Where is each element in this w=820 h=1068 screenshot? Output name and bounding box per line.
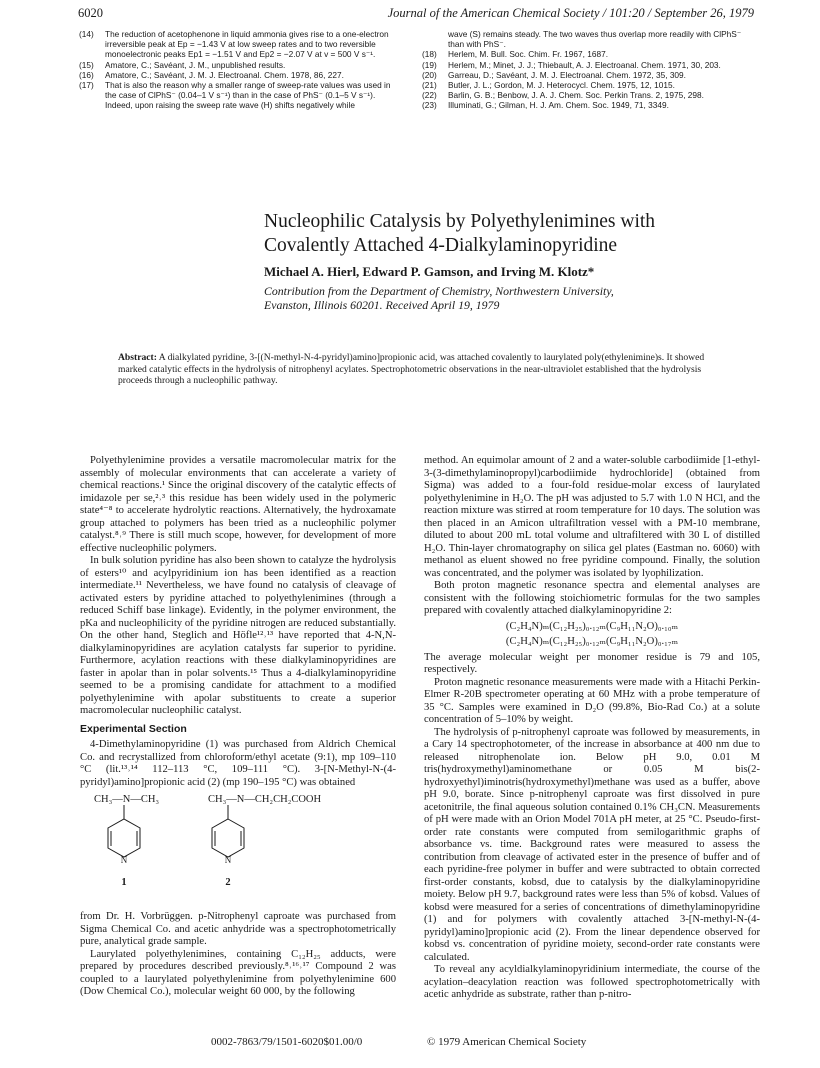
title-line: Covalently Attached 4-Dialkylaminopyridine — [264, 234, 618, 256]
footnote: (14) The reduction of acetophenone in liquid ammonia gives rise to a one-electron irreversible peak at Ep = −1.43 V at low sweep rates and to two reversible monoelectronic peaks Ep1 = −1.51 V and Ep2 = −2.07 V at v = 500 V s⁻¹. — [79, 29, 389, 60]
footnote: (15) Amatore, C.; Savéant, J. M., unpublished results. — [79, 59, 286, 70]
stoichiometric-formula: (C₂H₄N)ₘ(C₁₂H₂₅)₀.₁₂ₘ(C₉H₁₁N₂O)₀.₁₀ₘ — [505, 620, 679, 632]
page-number: 6020 — [78, 6, 103, 20]
paragraph: The hydrolysis of p-nitrophenyl caproate was followed by measurements, in a Cary 14 spectrophotometer, of the increase in absorbance at 400 nm due to released nitrophenolate ion. Below pH 9.0, 0.01 M tris(hydroxymethyl)aminomethane or 0.05 M bis(2-hydroxyethyl)iminotris(hydroxymethyl)methane was used as a buffer, above pH 9.0, borate. Since p-nitrophenyl caproate was first dissolved in pure acetonitrile, the final aqueous solution contained 0.1% CH₃CN. Measurements of pH were made with an Orion Model 701A pH meter, at 25 °C. Pseudo-first-order rate constants were computed from semilogarithmic graphs of absorbance vs. time. Background rates were measured to assess the contribution from cleavage of activated ester in the presence of buffer and of each pyridine-free polymer in buffer and were subtracted to obtain corrected first-order constants, kobsd, due to catalysis by the dialkylaminopyridine moiety. Below pH 9.7, background rates were less than 5% of kobsd. Values of kobsd were measured for a series of concentrations of dimethylaminopyridine (1) and for polymers with covalently attached 3-[N-methyl-N-(4-pyridyl)amino]propionic acid (2). From the linear dependence observed for kobsd vs. concentration of pyridine moiety, second-order rate constants were calculated. — [424, 726, 760, 963]
article-title — [264, 210, 684, 257]
footnote: (23) Illuminati, G.; Gilman, H. J. Am. Chem. Soc. 1949, 71, 3349. — [422, 100, 669, 111]
paragraph: method. An equimolar amount of 2 and a water-soluble carbodiimide [1-ethyl-3-(3-dimethylaminopropyl)carbodiimide hydrochloride] (obtained from Sigma) was added to a four-fold residue-molar excess of laurylated polyethylenimine in H₂O. The pH was adjusted to 5.7 with 1.0 N HCl, and the reaction mixture was stirred at room temperature for 10 days. The solution was then placed in an Amicon ultrafiltration vessel with a PM-10 membrane, diluted to about 200 mL total volume and ultrafiltered with 30 L of distilled H₂O. Thin-layer chromatography on silica gel plates (Eastman no. 6060) with methanol as eluent showed no free pyridine compound. Finally, the solution was concentrated, and the polymer was isolated by lyophilization. — [424, 455, 760, 579]
paragraph: 4-Dimethylaminopyridine (1) was purchased from Aldrich Chemical Co. and recrystallized from chloroform/ethyl acetate (9:1), mp 109–110 °C (lit.¹³˒¹⁴ 112–113 °C, 109–111 °C). 3-[N-Methyl-N-(4-pyridyl)amino]propionic acid (2) (mp 190–195 °C) was obtained — [80, 739, 396, 788]
section-heading: Experimental Section — [80, 722, 187, 735]
structure-1-pyridine-ring — [108, 819, 140, 857]
right-column — [424, 455, 760, 1002]
affiliation-line: Evanston, Illinois 60201. Received April 19, 1979 — [264, 298, 500, 312]
paragraph: Laurylated polyethylenimines, containing C₁₂H₂₅ adducts, were prepared by procedures described previously.⁸˒¹⁶˒¹⁷ Compound 2 was coupled to a laurylated polyethylenimine from polyethylenimine 600 (Dow Chemical Co.), molecular weight 60 000, by the following — [80, 948, 396, 997]
structure-2-pyridine-ring — [212, 819, 244, 857]
title-line: Nucleophilic Catalysis by Polyethylenimines with — [264, 211, 656, 232]
authors: Michael A. Hierl, Edward P. Gamson, and Irving M. Klotz* — [264, 264, 595, 279]
footnote: (20) Garreau, D.; Savéant, J. M. J. Electroanal. Chem. 1972, 35, 309. — [422, 69, 686, 80]
footnote: (22) Barlin, G. B.; Benbow, J. A. J. Chem. Soc. Perkin Trans. 2, 1975, 298. — [422, 90, 704, 101]
abstract-text: A dialkylated pyridine, 3-[(N-methyl-N-4-pyridyl)amino]propionic acid, was attached covalently to laurylated poly(ethylenimine)s. It showed marked catalytic effects in the hydrolysis of nitrophenyl acylates. Spectrophotometric observations in the near-ultraviolet established that the hydrolysis proceeds through a nucleophilic pathway. — [118, 352, 705, 387]
paragraph: The average molecular weight per monomer residue is 79 and 105, respectively. — [424, 651, 760, 675]
footnote: wave (S) remains steady. The two waves thus overlap more readily with ClPhS⁻ than with PhS⁻. — [448, 29, 742, 50]
footnotes-left — [79, 29, 394, 111]
footnote: (21) Butler, J. L.; Gordon, M. J. Heterocycl. Chem. 1975, 12, 1015. — [422, 80, 675, 91]
paragraph: Both proton magnetic resonance spectra and elemental analyses are consistent with the following stoichiometric formulas for the two samples prepared with covalently attached dialkylaminopyridine 2: — [424, 580, 760, 616]
ring-nitrogen-label: N — [120, 855, 128, 865]
paragraph: In bulk solution pyridine has also been shown to catalyze the hydrolysis of esters¹⁰ and acylpyridinium ion has been identified as a reaction intermediate.¹¹ Nevertheless, we have found no catalysis of cleavage of activated esters by pyridine attached to polyethylenimines (through a reduced Schiff base linkage). Evidently, in the polymer environment, the pKa and nucleophilicity of the pyridine nitrogen are reduced substantially. On the other hand, Steglich and Höfle¹²˒¹³ have reported that 4-N,N-dialkylaminopyridines are acylation catalysts far superior to pyridine. Furthermore, acylation reactions with these dialkylaminopyridines are faster in apolar than in polar solvents.¹⁵ Thus a 4-dialkylaminopyridine seemed to be a promising candidate for attachment to a modified polyethylenimine with apolar substituents to create a superior macromolecular nucleophilic catalyst. — [80, 555, 396, 716]
structure-2-formula: CH₃—N—CH₂CH₂COOH — [208, 794, 322, 805]
footnote: (18) Herlem, M. Bull. Soc. Chim. Fr. 1967, 1687. — [422, 49, 609, 60]
footnote: (19) Herlem, M.; Minet, J. J.; Thiebault, A. J. Electroanal. Chem. 1971, 30, 203. — [422, 59, 721, 70]
article-code: 0002-7863/79/1501-6020$01.00/0 — [211, 1036, 363, 1048]
paragraph: To reveal any acyldialkylaminopyridinium intermediate, the course of the acylation–deacylation reaction was followed spectrophotometrically with acetic anhydride as substrate, rather than p-nitro- — [424, 964, 760, 1000]
journal-title: Journal of the American Chemical Society / 101:20 / September 26, 1979 — [387, 6, 754, 20]
paragraph: Proton magnetic resonance measurements were made with a Hitachi Perkin-Elmer R-20B spectrometer operating at 60 MHz with a probe temperature of 35 °C. Samples were examined in D₂O (99.8%, Bio-Rad Co.) at a solute concentration of 5–10% by weight. — [424, 676, 760, 725]
running-header — [78, 6, 754, 24]
structure-2-label: 2 — [225, 877, 231, 888]
footnote: (16) Amatore, C.; Savéant, J. M. J. Electroanal. Chem. 1978, 86, 227. — [79, 69, 344, 80]
copyright: © 1979 American Chemical Society — [427, 1036, 587, 1048]
stoichiometric-formula: (C₂H₄N)ₘ(C₁₂H₂₅)₀.₁₂ₘ(C₉H₁₁N₂O)₀.₁₇ₘ — [505, 636, 679, 647]
left-column — [80, 455, 396, 999]
ring-nitrogen-label: N — [224, 855, 232, 865]
affiliation-line: Contribution from the Department of Chemistry, Northwestern University, — [264, 284, 614, 298]
structure-1-formula: CH₃—N—CH₃ — [94, 794, 160, 805]
structures-figure — [80, 791, 396, 909]
paragraph: Polyethylenimine provides a versatile macromolecular matrix for the assembly of molecular environments that can accelerate a variety of chemical reactions.¹ Since the original discovery of the catalytic effects of imidazole per se,²˒³ this residue has been widely used in the polymeric state⁴⁻⁸ to accelerate hydrolytic reactions. Alternatively, the hydroxamate group attached to polymers has been tried as a nucleophilic polymer catalyst.⁸˒⁹ There is still much scope, however, for development of more effective nucleophilic polymers. — [80, 455, 396, 554]
footnote: (17) That is also the reason why a smaller range of sweep-rate values was used in the case of ClPhS⁻ (0.04–1 V s⁻¹) than in the case of PhS⁻ (0.1–5 V s⁻¹). Indeed, upon raising the sweep rate wave (H) shifts negatively while — [79, 80, 391, 111]
paragraph: from Dr. H. Vorbrüggen. p-Nitrophenyl caproate was purchased from Sigma Chemical Co. and acetic anhydride was a spectrophotometrically pure, analytical grade sample. — [80, 911, 396, 947]
abstract-label: Abstract: — [118, 352, 157, 363]
affiliation — [264, 284, 614, 312]
footnotes-right — [422, 29, 758, 111]
structure-1-label: 1 — [121, 877, 127, 888]
abstract — [118, 352, 718, 387]
chemical-structures — [80, 791, 396, 909]
